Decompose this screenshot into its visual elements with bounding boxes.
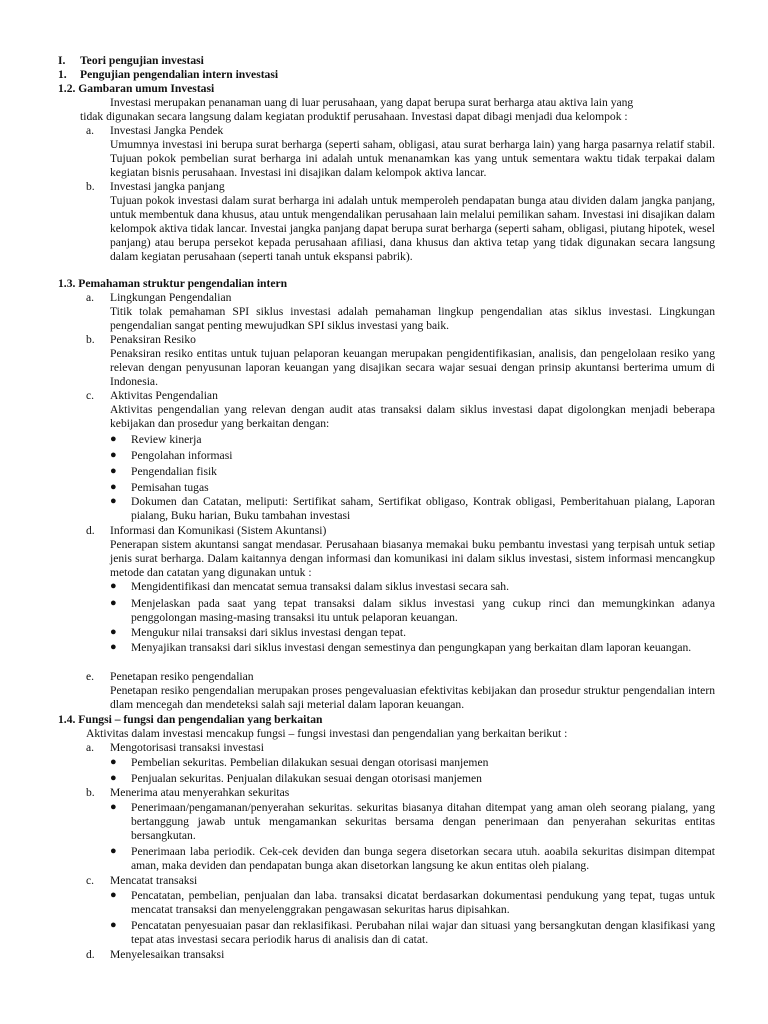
item-marker: c. [86, 874, 95, 887]
bullet-text: Pengendalian fisik [131, 465, 217, 478]
item-label: Aktivitas Pengendalian [110, 389, 218, 402]
bullet-icon: ● [110, 481, 117, 493]
bullet-icon: ● [110, 641, 117, 653]
item-label: Investasi jangka panjang [110, 180, 225, 193]
bullet-icon: ● [110, 772, 117, 784]
bullet-item [110, 801, 715, 843]
item-label: Mengotorisasi transaksi investasi [110, 741, 264, 754]
bullet-icon: ● [110, 756, 117, 768]
item-1-4-d-label [86, 948, 486, 962]
bullet-text: Penerimaan/pengamanan/penyerahan sekuritas. sekuritas biasanya ditahan ditempat yang aman oleh seorang pialang, yang bertanggung jawab untuk mengamankan sekuritas bersama dengan penerimaan dan penyerahan sekuritas entitas bersangkutan. [131, 801, 715, 842]
bullet-item [110, 580, 715, 594]
item-marker: c. [86, 389, 95, 402]
bullet-text: Pemisahan tugas [131, 481, 209, 494]
section-1-4-heading [58, 713, 458, 727]
section-1-3-text: 1.3. Pemahaman struktur pengendalian intern [58, 277, 288, 290]
title-text: Teori pengujian investasi [80, 54, 204, 67]
section-1-heading [58, 68, 358, 82]
item-marker: a. [86, 741, 95, 754]
bullet-icon: ● [110, 597, 117, 609]
item-label: Menerima atau menyerahkan sekuritas [110, 786, 290, 799]
section-1-2-intro-line-2: tidak digunakan secara langsung dalam kegiatan produktif perusahaan. Investasi dapat dibagi menjadi dua kelompok : [80, 110, 628, 123]
bullet-item [110, 919, 715, 947]
bullet-item [110, 845, 715, 873]
bullet-item [110, 889, 715, 917]
item-label: Informasi dan Komunikasi (Sistem Akuntansi) [110, 524, 327, 537]
bullet-item [110, 597, 715, 625]
section-1-3-heading [58, 277, 458, 291]
bullet-icon: ● [110, 580, 117, 592]
item-1-3-d-text: Penerapan sistem akuntansi sangat mendasar. Perusahaan biasanya memakai buku pembantu investasi yang terpisah untuk setiap jenis surat berharga. Dalam kaitannya dengan informasi dan komunikasi ini dalam siklus investasi, sistem informasi mencangkup metode dan catatan yang digunakan untuk : [110, 538, 715, 579]
item-1-3-b-text: Penaksiran resiko entitas untuk tujuan pelaporan keuangan merupakan pengidentifikasian, analisis, dan pengelolaan resiko yang relevan dengan penyusunan laporan keuangan yang disajikan secara wajar sesuai dengan prinsip akuntansi berterima umum di Indonesia. [110, 347, 715, 388]
bullet-text: Pencatatan, pembelian, penjualan dan laba. transaksi dicatat berdasarkan dokumentasi pendukung yang tepat, tugas untuk mencatat transaksi dan menyelenggrakan pengawasan sekuritas harus dipisahkan. [131, 889, 715, 916]
bullet-icon: ● [110, 449, 117, 461]
section-1-2-intro-line-1: Investasi merupakan penanaman uang di luar perusahaan, yang dapat berupa surat berharga atau aktiva lain yang [110, 96, 634, 109]
bullet-item [110, 433, 715, 447]
item-1-2-b-text: Tujuan pokok investasi dalam surat berharga ini adalah untuk memperoleh pendapatan bunga atau dividen dalam jangka panjang, untuk membentuk dana khusus, atau untuk mengendalikan perusahaan lain melalui pemilikan saham. Investasi ini disajikan dalam kelompok aktiva tidak lancar. Investai jangka panjang dapat berupa surat berharga (seperti saham, obligasi, piutang hipotek, wesel panjang) atau berupa persekot kepada perusahaan afiliasi, dana khusus dan aktiva tetap yang tidak digunakan secara langsung dalam kegiatan perusahaan (seperti tanah untuk ekspansi pabrik). [110, 194, 715, 263]
section-1-text: Pengujian pengendalian intern investasi [80, 68, 279, 81]
item-label: Penetapan resiko pengendalian [110, 670, 254, 683]
bullet-icon: ● [110, 626, 117, 638]
item-1-2-b-label [86, 180, 486, 194]
bullet-text: Mengukur nilai transaksi dari siklus investasi dengan tepat. [131, 626, 406, 639]
bullet-text: Pembelian sekuritas. Pembelian dilakukan sesuai dengan otorisasi manjemen [131, 756, 489, 769]
item-label: Lingkungan Pengendalian [110, 291, 232, 304]
bullet-icon: ● [110, 495, 117, 507]
section-1-2-heading [58, 82, 358, 96]
bullet-text: Penjualan sekuritas. Penjualan dilakukan sesuai dengan otorisasi manjemen [131, 772, 482, 785]
item-1-3-e-label [86, 670, 486, 684]
item-1-2-a-label [86, 124, 486, 138]
item-1-3-d-label [86, 524, 486, 538]
item-marker: d. [86, 948, 95, 961]
item-marker: e. [86, 670, 95, 683]
bullet-text: Pencatatan penyesuaian pasar dan reklasifikasi. Perubahan nilai wajar dan situasi yang bersangkutan dengan klasifikasi yang tepat atas investasi secara periodik harus di analisis dan di catat. [131, 919, 715, 946]
bullet-text: Pengolahan informasi [131, 449, 233, 462]
item-marker: a. [86, 291, 95, 304]
item-1-2-a-text: Umumnya investasi ini berupa surat berharga (seperti saham, obligasi, atau surat berharga lain) yang harga pasarnya relatif stabil. Tujuan pokok pembelian surat berharga ini adalah untuk menanamkan kas yang untuk sementara waktu tidak terpakai dalam kegiatan bisnis perusahaan. Investasi ini disajikan dalam kelompok aktiva lancar. [110, 138, 715, 179]
item-label: Investasi Jangka Pendek [110, 124, 224, 137]
bullet-text: Penerimaan laba periodik. Cek-cek deviden dan bunga segera disetorkan secara utuh. aoabila sekuritas disimpan ditempat aman, maka deviden dan pendapatan bunga akan disetorkan langsung ke akun entitas oleh pialang. [131, 845, 715, 872]
item-marker: b. [86, 333, 95, 346]
item-1-3-a-label [86, 291, 486, 305]
item-1-4-b-label [86, 786, 486, 800]
bullet-item [110, 465, 715, 479]
item-label: Menyelesaikan transaksi [110, 948, 225, 961]
bullet-item [110, 772, 715, 786]
item-1-4-a-label [86, 741, 486, 755]
section-1-4-text: 1.4. Fungsi – fungsi dan pengendalian yang berkaitan [58, 713, 323, 726]
item-1-3-c-label [86, 389, 486, 403]
bullet-text: Review kinerja [131, 433, 202, 446]
bullet-text: Mengidentifikasi dan mencatat semua transaksi dalam siklus investasi secara sah. [131, 580, 509, 593]
item-1-4-c-label [86, 874, 486, 888]
item-marker: a. [86, 124, 95, 137]
bullet-icon: ● [110, 889, 117, 901]
bullet-text: Menyajikan transaksi dari siklus investasi dengan semestinya dan pengungkapan yang berkaitan dlam laporan keuangan. [131, 641, 692, 654]
section-1-2-text: 1.2. Gambaran umum Investasi [58, 82, 215, 95]
item-marker: d. [86, 524, 95, 537]
item-marker: b. [86, 786, 95, 799]
item-1-3-e-text: Penetapan resiko pengendalian merupakan proses pengevaluasian efektivitas kebijakan dan prosedur struktur pengendalian intern dlam mencegah dan mendeteksi salah saji meterial dalam laporan keuangan. [110, 684, 715, 711]
title-heading [58, 54, 358, 68]
bullet-text: Menjelaskan pada saat yang tepat transaksi dalam siklus investasi yang cukup rinci dan memungkinkan adanya penggolongan masing-masing transaksi itu untuk pelaporan keuangan. [131, 597, 715, 624]
item-1-3-a-text: Titik tolak pemahaman SPI siklus investasi adalah pemahaman lingkup pengendalian atas siklus investasi. Lingkungan pengendalian sangat penting mewujudkan SPI siklus investasi yang baik. [110, 305, 715, 332]
item-marker: b. [86, 180, 95, 193]
bullet-text: Dokumen dan Catatan, meliputi: Sertifikat saham, Sertifikat obligaso, Kontrak obligasi, Pemberitahuan pialang, Laporan pialang, Buku harian, Buku tambahan investasi [131, 495, 715, 522]
item-label: Mencatat transaksi [110, 874, 198, 887]
bullet-icon: ● [110, 919, 117, 931]
section-1-4-intro: Aktivitas dalam investasi mencakup fungsi – fungsi investasi dan pengendalian yang berkaitan berikut : [86, 727, 568, 740]
bullet-item [110, 481, 715, 495]
section-1-number: 1. [58, 68, 67, 81]
bullet-item [110, 641, 715, 669]
bullet-icon: ● [110, 433, 117, 445]
bullet-item [110, 495, 715, 523]
item-1-3-b-label [86, 333, 486, 347]
item-1-3-c-text: Aktivitas pengendalian yang relevan dengan audit atas transaksi dalam siklus investasi dapat digolongkan menjadi beberapa kebijakan dan prosedur yang berkaitan dengan: [110, 403, 715, 430]
bullet-item [110, 756, 715, 770]
title-number: I. [58, 54, 66, 67]
bullet-icon: ● [110, 845, 117, 857]
bullet-icon: ● [110, 465, 117, 477]
bullet-item [110, 449, 715, 463]
item-label: Penaksiran Resiko [110, 333, 196, 346]
bullet-icon: ● [110, 801, 117, 813]
bullet-item [110, 626, 715, 640]
